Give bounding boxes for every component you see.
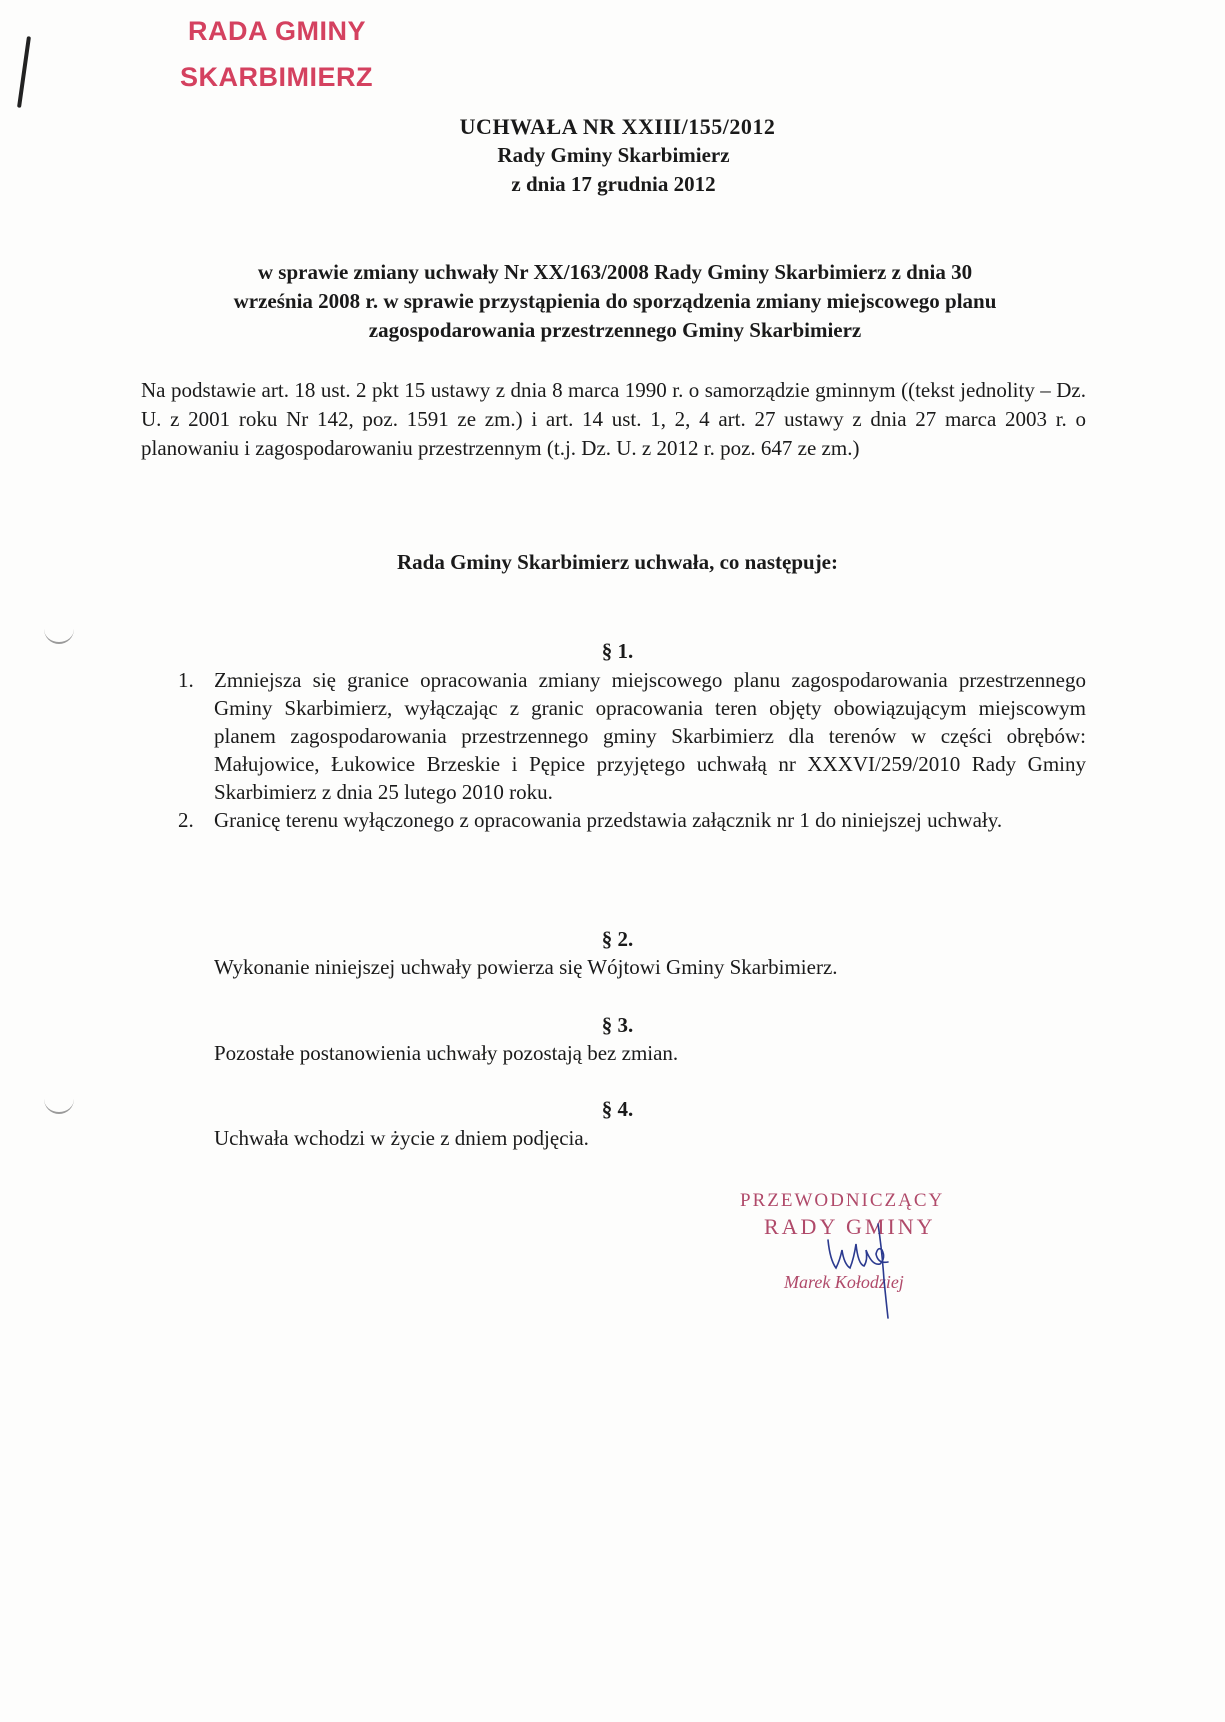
section-3-text: Pozostałe postanowienia uchwały pozostają bez zmian.: [214, 1041, 679, 1065]
resolution-body: Rady Gminy Skarbimierz: [497, 143, 730, 167]
list-item: [178, 806, 1086, 834]
section-2-text: Wykonanie niniejszej uchwały powierza się Wójtowi Gminy Skarbimierz.: [214, 955, 838, 979]
chairman-stamp-name: Marek Kołodziej: [784, 1272, 904, 1292]
decision-statement: Rada Gminy Skarbimierz uchwała, co następuje:: [397, 550, 838, 574]
list-item-text: Granicę terenu wyłączonego z opracowania przedstawia załącznik nr 1 do niniejszej uchwały.: [214, 808, 1003, 832]
legal-basis-paragraph: Na podstawie art. 18 ust. 2 pkt 15 ustawy z dnia 8 marca 1990 r. o samorządzie gminnym ((tekst jednolity – Dz. U. z 2001 roku Nr 142, poz. 1591 ze zm.) i art. 14 ust. 1, 2, 4 art. 27 ustawy z dnia 27 marca 2003 r. o planowaniu i zagospodarowaniu przestrzennym (t.j. Dz. U. z 2012 r. poz. 647 ze zm.): [141, 378, 1086, 460]
section-3-title: § 3.: [601, 1013, 634, 1037]
handwritten-signature: [810, 1220, 930, 1320]
section-4-title: § 4.: [601, 1097, 634, 1121]
resolution-header: [0, 112, 1225, 199]
subject-line: w sprawie zmiany uchwały Nr XX/163/2008 Rady Gminy Skarbimierz z dnia 30: [257, 260, 973, 284]
list-item: [178, 666, 1086, 806]
section-2-title: § 2.: [601, 927, 634, 951]
council-stamp-line2: SKARBIMIERZ: [180, 62, 373, 92]
list-item-number: 1.: [178, 668, 194, 692]
council-stamp-line1: RADA GMINY: [188, 16, 366, 46]
section-1-title: § 1.: [601, 639, 634, 663]
resolution-date: z dnia 17 grudnia 2012: [511, 172, 716, 196]
resolution-subject: [140, 258, 1090, 345]
resolution-number: UCHWAŁA NR XXIII/155/2012: [459, 114, 776, 139]
section-1-list: [178, 666, 1086, 834]
chairman-stamp-title: PRZEWODNICZĄCY: [740, 1190, 945, 1211]
list-item-text: Zmniejsza się granice opracowania zmiany miejscowego planu zagospodarowania przestrzennego Gminy Skarbimierz, wyłączając z granic opracowania teren objęty obowiązującym miejscowym planem zagospodarowania przestrzennego gminy Skarbimierz dla terenów w części obrębów: Małujowice, Łukowice Brzeskie i Pępice przyjętego uchwałą nr XXXVI/259/2010 Rady Gminy Skarbimierz z dnia 25 lutego 2010 roku.: [214, 668, 1086, 804]
margin-pen-mark: [17, 36, 31, 108]
list-item-number: 2.: [178, 808, 194, 832]
subject-line: zagospodarowania przestrzennego Gminy Skarbimierz: [368, 318, 862, 342]
subject-line: września 2008 r. w sprawie przystąpienia do sporządzenia zmiany miejscowego planu: [233, 289, 997, 313]
chairman-stamp-council: RADY GMINY: [764, 1214, 936, 1239]
section-4-text: Uchwała wchodzi w życie z dniem podjęcia.: [214, 1126, 589, 1150]
